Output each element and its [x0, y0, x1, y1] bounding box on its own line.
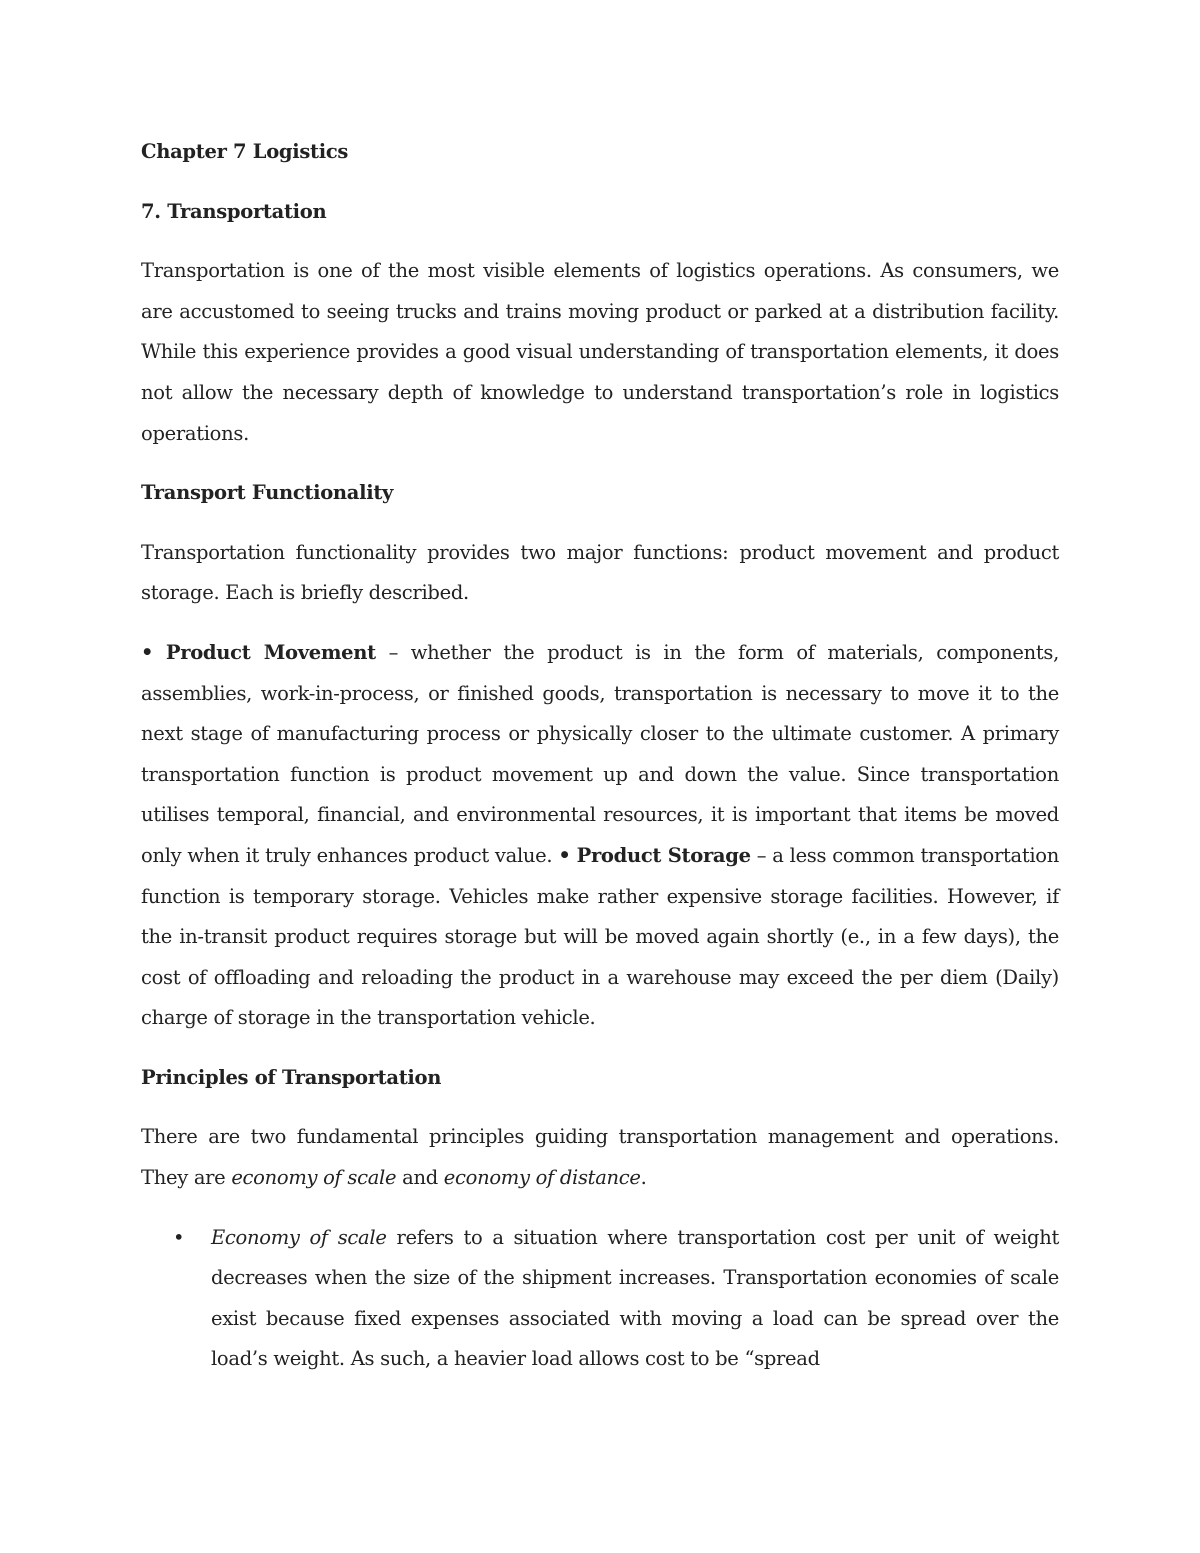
principles-heading: Principles of Transportation: [141, 1065, 442, 1089]
document-page: [141, 132, 1059, 1380]
bullet-icon: •: [173, 1225, 185, 1249]
principles-list: [141, 1218, 1059, 1380]
intro-paragraph: Transportation is one of the most visible elements of logistics operations. As consumers, we are accustomed to seeing trucks and trains moving product or parked at a distribution facility. While this experience provides a good visual understanding of transportation elements, it does not allow the necessary depth of knowledge to understand transportation’s role in logistics operations.: [141, 259, 1059, 445]
product-storage-label: Product Storage: [576, 843, 751, 867]
term-economy-of-scale: economy of scale: [231, 1166, 397, 1190]
chapter-title: Chapter 7 Logistics: [141, 140, 349, 163]
economy-of-scale-text: refers to a situation where transportation cost per unit of weight decreases when the size of the shipment increases. Transportation economies of scale exist because fixed expenses associated with moving a load can be spread over the load’s weight. As such, a heavier load allows cost to be “spread: [211, 1225, 1059, 1371]
economy-of-scale-term: Economy of scale: [211, 1225, 387, 1249]
principles-intro: [141, 1117, 1059, 1198]
product-movement-text: – whether the product is in the form of materials, components, assemblies, work-in-process, or finished goods, transportation is necessary to move it to the next stage of manufacturing process or physically closer to the ultimate customer. A primary transportation function is product movement up and down the value. Since transportation utilises temporal, financial, and environmental resources, it is important that items be moved only when it truly enhances product value.: [141, 640, 1059, 867]
list-item: [141, 1218, 1059, 1380]
section-title: 7. Transportation: [141, 199, 327, 223]
product-movement-label: Product Movement: [165, 640, 376, 664]
term-economy-of-distance: economy of distance: [443, 1166, 641, 1190]
bullet-icon: •: [558, 843, 571, 867]
product-storage-text: – a less common transportation function is temporary storage. Vehicles make rather expensive storage facilities. However, if the in-transit product requires storage but will be moved again shortly (e., in a few days), the cost of offloading and reloading the product in a warehouse may exceed the per diem (Daily) charge of storage in the transportation vehicle.: [141, 843, 1059, 1030]
principles-intro-pre: There are two fundamental principles guiding transportation management and operations. They are: [141, 1125, 1059, 1190]
functionality-intro: Transportation functionality provides two major functions: product movement and product storage. Each is briefly described.: [141, 540, 1059, 605]
bullet-icon: •: [141, 640, 154, 664]
functionality-heading: Transport Functionality: [141, 481, 394, 505]
principles-intro-end: .: [640, 1166, 647, 1190]
functionality-bullets-paragraph: [141, 633, 1059, 1039]
principles-intro-mid: and: [396, 1166, 444, 1190]
